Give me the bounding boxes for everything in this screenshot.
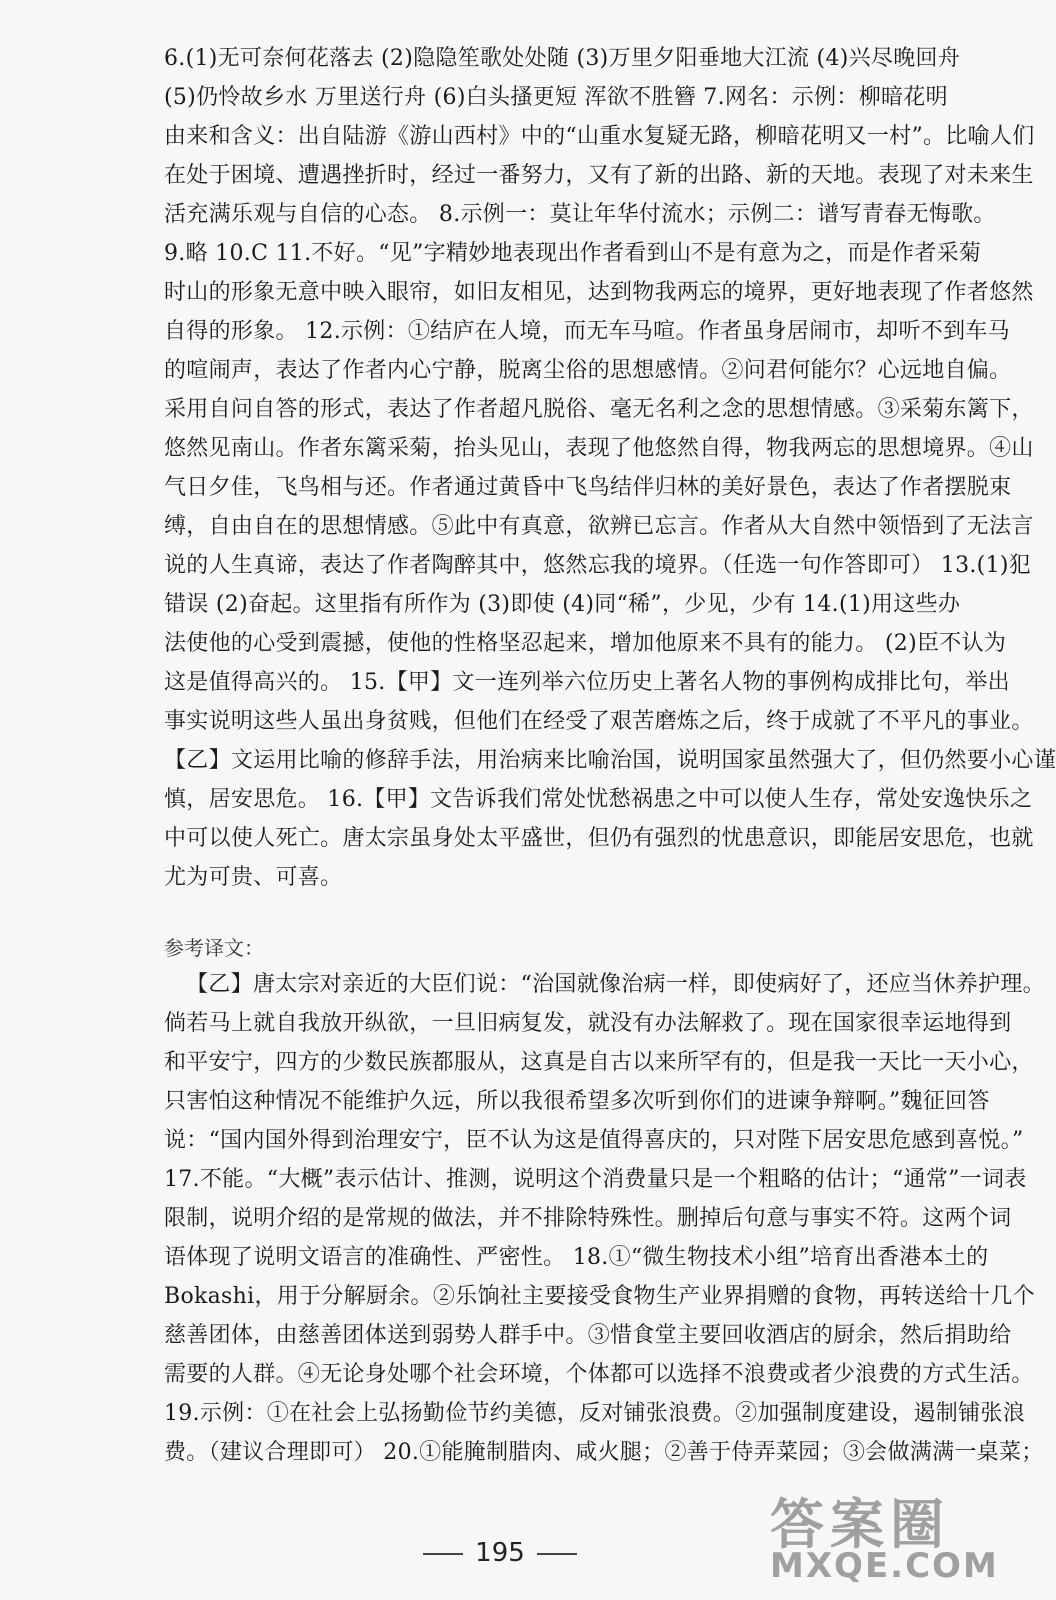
answer-text-line: 悠然见南山。作者东篱采菊，抬头见山，表现了他悠然自得，物我两忘的思想境界。④山 — [164, 436, 1034, 461]
answer-text-line: 费。（建议合理即可） 20.①能腌制腊肉、咸火腿；②善于侍弄菜园；③会做满满一桌菜； — [164, 1440, 1044, 1465]
answer-text-line: 法使他的心受到震撼，使他的性格坚忍起来，增加他原来不具有的能力。 (2)臣不认为 — [164, 631, 1007, 656]
answer-text-line: 说的人生真谛，表达了作者陶醉其中，悠然忘我的境界。（任选一句作答即可） 13.(1)犯 — [164, 553, 1032, 578]
page-number-value: 195 — [475, 1538, 525, 1568]
answer-text-line: 错误 (2)奋起。这里指有所作为 (3)即使 (4)同“稀”，少见，少有 14.(1)用这些办 — [164, 592, 961, 617]
answer-text-line: 19.示例：①在社会上弘扬勤俭节约美德，反对铺张浪费。②加强制度建设，遏制铺张浪 — [164, 1401, 1025, 1426]
answer-text-line: 缚，自由自在的思想情感。⑤此中有真意，欲辨已忘言。作者从大自然中领悟到了无法言 — [164, 514, 1034, 539]
answer-text-line: 和平安宁，四方的少数民族都服从，这真是自古以来所罕有的，但是我一天比一天小心， — [164, 1050, 1034, 1075]
answer-text-line: 语体现了说明文语言的准确性、严密性。 18.①“微生物技术小组”培育出香港本土的 — [164, 1245, 989, 1270]
answer-text-line: (5)仍怜故乡水 万里送行舟 (6)白头搔更短 浑欲不胜簪 7.网名：示例：柳暗花明 — [164, 85, 948, 110]
answer-text-line: 中可以使人死亡。唐太宗虽身处太平盛世，但仍有强烈的忧患意识，即能居安思危，也就 — [164, 826, 1034, 851]
answer-text-line: 活充满乐观与自信的心态。 8.示例一：莫让年华付流水；示例二：谱写青春无悔歌。 — [164, 202, 996, 227]
answer-text-line: 自得的形象。 12.示例：①结庐在人境，而无车马喧。作者虽身居闹市，却听不到车马 — [164, 319, 1010, 344]
answer-text-line: 倘若马上就自我放开纵欲，一旦旧病复发，就没有办法解救了。现在国家很幸运地得到 — [164, 1011, 1012, 1036]
answer-text-line: 需要的人群。④无论身处哪个社会环境，个体都可以选择不浪费或者少浪费的方式生活。 — [164, 1362, 1034, 1387]
answer-text-line: 的喧闹声，表达了作者内心宁静，脱离尘俗的思想感情。②问君何能尔？心远地自偏。 — [164, 358, 1012, 383]
answer-text-line: 这是值得高兴的。 15.【甲】文一连列举六位历史上著名人物的事例构成排比句，举出 — [164, 670, 1010, 695]
page-number-dash-right — [537, 1553, 577, 1555]
reference-translation-label: 参考译文： — [164, 936, 264, 960]
answer-text-line: 在处于困境、遭遇挫折时，经过一番努力，又有了新的出路、新的天地。表现了对未来生 — [164, 163, 1034, 188]
answer-text-line: 由来和含义：出自陆游《游山西村》中的“山重水复疑无路，柳暗花明又一村”。比喻人们 — [164, 124, 1035, 149]
answer-text-line: 17.不能。“大概”表示估计、推测，说明这个消费量只是一个粗略的估计；“通常”一词表 — [164, 1167, 1027, 1192]
watermark-url-text: MXQE.COM — [770, 1546, 999, 1586]
watermark-logo-text: 答案圈 — [770, 1493, 950, 1556]
answer-text-line: 事实说明这些人虽出身贫贱，但他们在经受了艰苦磨炼之后，终于成就了不平凡的事业。 — [164, 709, 1034, 734]
answer-text-line: Bokashi，用于分解厨余。②乐饷社主要接受食物生产业界捐赠的食物，再转送给十几个 — [164, 1284, 1035, 1309]
answer-text-line: 尤为可贵、可喜。 — [164, 865, 343, 890]
site-watermark — [770, 1482, 999, 1592]
answer-text-line: 说：“国内国外得到治理安宁，臣不认为这是值得喜庆的，只对陛下居安思危感到喜悦。” — [164, 1128, 1024, 1153]
answer-text-line: 6.(1)无可奈何花落去 (2)隐隐笙歌处处随 (3)万里夕阳垂地大江流 (4)兴尽晚回舟 — [164, 46, 961, 71]
answer-text-line: 采用自问自答的形式，表达了作者超凡脱俗、毫无名利之念的思想情感。③采菊东篱下， — [164, 397, 1034, 422]
answer-text-line: 限制，说明介绍的是常规的做法，并不排除特殊性。删掉后句意与事实不符。这两个词 — [164, 1206, 1012, 1231]
answer-text-line: 时山的形象无意中映入眼帘，如旧友相见，达到物我两忘的境界，更好地表现了作者悠然 — [164, 280, 1034, 305]
page-number-dash-left — [423, 1553, 463, 1555]
answer-text-line: 慈善团体，由慈善团体送到弱势人群手中。③惜食堂主要回收酒店的厨余，然后捐助给 — [164, 1323, 1012, 1348]
answer-text-line: 慎，居安思危。 16.【甲】文告诉我们常处忧愁祸患之中可以使人生存，常处安逸快乐之 — [164, 787, 1033, 812]
answer-text-line: 气日夕佳，飞鸟相与还。作者通过黄昏中飞鸟结伴归林的美好景色，表达了作者摆脱束 — [164, 475, 1012, 500]
answer-text-line: 9.略 10.C 11.不好。“见”字精妙地表现出作者看到山不是有意为之，而是作者采菊 — [164, 241, 982, 266]
answer-text-line: 【乙】唐太宗对亲近的大臣们说：“治国就像治病一样，即使病好了，还应当休养护理。 — [186, 972, 1045, 997]
answer-text-line: 只害怕这种情况不能维护久远，所以我很希望多次听到你们的进谏争辩啊。”魏征回答 — [164, 1089, 990, 1114]
answer-text-line: 【乙】文运用比喻的修辞手法，用治病来比喻治国，说明国家虽然强大了，但仍然要小心谨 — [164, 748, 1056, 773]
